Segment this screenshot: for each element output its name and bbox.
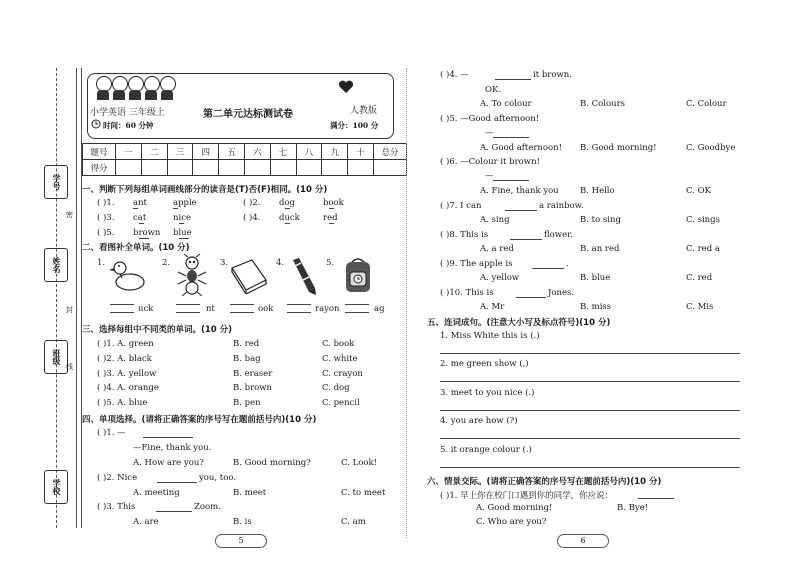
s5-q2: 2. me green show (,) xyxy=(440,359,529,369)
s4-q4-b-text: it brown. xyxy=(533,70,572,80)
score-cell: 五 xyxy=(219,144,245,160)
s4-q10-b-text: Jones. xyxy=(548,288,575,298)
s1-q2-num: ( )2. xyxy=(243,198,261,208)
s4-q1-b: B. Good morning? xyxy=(233,458,311,468)
s4-q1-reply: —Fine, thank you. xyxy=(133,443,212,453)
s4-q3-b-text: Zoom. xyxy=(194,502,221,512)
s5-answer-line-3[interactable] xyxy=(440,410,740,411)
s4-q1-a: A. How are you? xyxy=(133,458,204,468)
score-input-cell[interactable] xyxy=(116,160,142,176)
page-number-left: 5 xyxy=(215,534,267,548)
s2-suffix-2: nt xyxy=(206,304,215,314)
s4-q4-a-text: ( )4. — xyxy=(440,70,469,80)
score-input-cell[interactable] xyxy=(296,160,322,176)
s4-q10-c: C. Mis xyxy=(686,302,714,312)
ant-icon xyxy=(174,254,210,296)
s5-answer-line-2[interactable] xyxy=(440,381,740,382)
score-input-cell[interactable] xyxy=(219,160,245,176)
score-input-cell[interactable] xyxy=(141,160,167,176)
binding-dash-line xyxy=(56,68,57,528)
s4-q9-a: A. yellow xyxy=(480,273,520,283)
page-number-right: 6 xyxy=(557,534,609,548)
score-cell: 四 xyxy=(193,144,219,160)
s4-q8-a: A. a red xyxy=(480,244,514,254)
score-cell: 题号 xyxy=(83,144,116,160)
s3-q5-a: ( )5. A. blue xyxy=(97,398,148,408)
s4-q7-b: B. to sing xyxy=(580,215,621,225)
s1-q5-num: ( )5. xyxy=(97,228,115,238)
schoolbag-icon xyxy=(340,256,376,296)
s4-q5-text: ( )5. —Good afternoon! xyxy=(440,114,540,124)
class-label: 班级 xyxy=(44,340,68,374)
s4-q3-c: C. am xyxy=(341,517,366,527)
section-6-title: 六、情景交际。(请将正确答案的序号写在题前括号内)(10 分) xyxy=(427,477,662,487)
s4-q8-c: C. red a xyxy=(686,244,720,254)
s6-q1: ( )1. 早上你在校门口遇到你的同学，你应说： xyxy=(440,491,614,501)
s3-q1-b: B. red xyxy=(233,339,260,349)
duck-icon xyxy=(108,256,148,294)
s4-q4-a: A. To colour xyxy=(480,99,532,109)
score-input-cell[interactable] xyxy=(270,160,296,176)
section-2-title: 二、看图补全单词。(10 分) xyxy=(82,243,190,253)
s3-q3-c: C. crayon xyxy=(322,369,363,379)
s2-suffix-1: uck xyxy=(138,304,154,314)
s4-q9-a-text: ( )9. The apple is xyxy=(440,259,513,269)
section-1-title: 一、判断下列每组单词画线部分的读音是(T)否(F)相同。(10 分) xyxy=(82,185,328,195)
score-input-cell[interactable] xyxy=(373,160,406,176)
score-input-cell[interactable] xyxy=(193,160,219,176)
s1-q3-w1: cat xyxy=(133,213,147,223)
s3-q3-b: B. eraser xyxy=(233,369,273,379)
s1-q4-w1: duck xyxy=(279,213,300,223)
s1-q3-num: ( )3. xyxy=(97,213,115,223)
s3-q5-b: B. pen xyxy=(233,398,261,408)
score-cell: 六 xyxy=(244,144,270,160)
heart-icon xyxy=(338,80,354,94)
s1-q4-w2: red xyxy=(323,213,338,223)
s4-q9-b-text: . xyxy=(566,259,569,269)
s4-q3-b: B. is xyxy=(233,517,252,527)
s4-q4-c: C. Colour xyxy=(686,99,727,109)
score-cell: 总分 xyxy=(373,144,406,160)
s4-q10-a-text: ( )10. This is xyxy=(440,288,494,298)
s4-q7-a: A. sing xyxy=(480,215,510,225)
s4-q5-dash: — xyxy=(485,128,494,138)
s2-num-2: 2. xyxy=(162,258,171,268)
s4-q10-b: B. miss xyxy=(580,302,612,312)
score-cell: 得分 xyxy=(83,160,116,176)
s4-q5-a: A. Good afternoon! xyxy=(480,143,563,153)
s2-suffix-3: ook xyxy=(258,304,274,314)
s4-q7-c: C. sings xyxy=(686,215,720,225)
score-cell: 三 xyxy=(167,144,193,160)
s6-q1-a: A. Good morning! xyxy=(476,503,553,513)
score-cell: 二 xyxy=(141,144,167,160)
s4-q2-c: C. to meet xyxy=(341,488,386,498)
s4-q10-a: A. Mr xyxy=(480,302,505,312)
s4-q9-b: B. blue xyxy=(580,273,611,283)
s2-num-3: 3. xyxy=(220,258,229,268)
s5-answer-line-5[interactable] xyxy=(440,467,740,468)
s4-q1-c: C. Look! xyxy=(341,458,378,468)
fold-line xyxy=(406,68,407,538)
score-table-score-row xyxy=(83,160,407,176)
s4-q6-a: A. Fine, thank you xyxy=(480,186,559,196)
s4-q6-b: B. Hello xyxy=(580,186,615,196)
s4-q2-a-text: ( )2. Nice xyxy=(97,473,138,483)
s4-q2-b-text: you, too. xyxy=(199,473,237,483)
school-label: 学校 xyxy=(44,470,68,504)
edition-label: 人教版 xyxy=(350,106,378,116)
s4-q1: ( )1. — xyxy=(97,428,126,438)
student-id-label: 学号 xyxy=(44,165,68,199)
seal-mark-2: 封 xyxy=(66,306,73,314)
s4-q6-text: ( )6. —Colour it brown! xyxy=(440,157,540,167)
s4-q7-b-text: a rainbow. xyxy=(539,201,584,211)
s3-q3-a: ( )3. A. yellow xyxy=(97,369,157,379)
book-icon xyxy=(228,258,270,294)
clock-icon xyxy=(91,119,101,129)
score-input-cell[interactable] xyxy=(322,160,348,176)
score-cell: 八 xyxy=(296,144,322,160)
s4-q4-b: B. Colours xyxy=(580,99,626,109)
s4-q2-a: A. meeting xyxy=(133,488,180,498)
s5-q3: 3. meet to you nice (.) xyxy=(440,388,535,398)
score-cell: 一 xyxy=(116,144,142,160)
s6-q1-c: C. Who are you? xyxy=(476,517,547,527)
score-cell: 九 xyxy=(322,144,348,160)
section-5-title: 五、连词成句。(注意大小写及标点符号)(10 分) xyxy=(427,318,611,328)
s1-q1-w1: ant xyxy=(133,198,147,208)
binding-edge xyxy=(76,68,82,528)
s4-q8-b-text: flower. xyxy=(544,230,573,240)
s2-num-5: 5. xyxy=(326,258,335,268)
page-title: 第二单元达标测试卷 xyxy=(203,109,293,120)
subject-grade: 小学英语 三年级上 xyxy=(90,108,165,118)
s3-q2-c: C. white xyxy=(322,354,358,364)
s1-q2-w2: book xyxy=(323,198,344,208)
s1-q1-num: ( )1. xyxy=(97,198,115,208)
score-table xyxy=(82,143,407,176)
s2-num-4: 4. xyxy=(276,258,285,268)
name-label: 姓名 xyxy=(44,248,68,282)
s1-q4-num: ( )4. xyxy=(243,213,261,223)
s4-q8-b: B. an red xyxy=(580,244,620,254)
score-table-header-row xyxy=(83,144,407,160)
score-cell: 十 xyxy=(348,144,374,160)
s5-answer-line-1[interactable] xyxy=(440,353,740,354)
score-cell: 七 xyxy=(270,144,296,160)
s3-q2-b: B. bag xyxy=(233,354,261,364)
section-4-title: 四、单项选择。(请将正确答案的序号写在题前括号内)(10 分) xyxy=(82,415,317,425)
s4-q5-c: C. Goodbye xyxy=(686,143,736,153)
s4-q6-c: C. OK xyxy=(686,186,711,196)
s3-q1-a: ( )1. A. green xyxy=(97,339,154,349)
s4-q8-a-text: ( )8. This is xyxy=(440,230,489,240)
s2-suffix-4: rayon xyxy=(315,304,340,314)
seal-mark-1: 密 xyxy=(66,211,73,219)
s4-q3-a: A. are xyxy=(133,517,159,527)
s2-suffix-5: ag xyxy=(374,304,385,314)
s4-q7-a-text: ( )7. I can xyxy=(440,201,482,211)
s2-num-1: 1. xyxy=(97,258,106,268)
seal-mark-3: 线 xyxy=(66,363,73,371)
s4-q2-b: B. meet xyxy=(233,488,267,498)
s3-q4-c: C. dog xyxy=(322,383,350,393)
s3-q1-c: C. book xyxy=(322,339,355,349)
time-limit: 时间：60 分钟 xyxy=(103,121,154,130)
s3-q5-c: C. pencil xyxy=(322,398,360,408)
s5-q4: 4. you are how (?) xyxy=(440,416,518,426)
s1-q2-w1: dog xyxy=(279,198,295,208)
s5-q5: 5. it orange colour (.) xyxy=(440,445,532,455)
section-3-title: 三、选择每组中不同类的单词。(10 分) xyxy=(82,325,233,335)
s1-q5-w1: brown xyxy=(133,228,161,238)
s4-q6-dash: — xyxy=(485,171,494,181)
s1-q5-w2: blue xyxy=(173,228,192,238)
s6-q1-b: B. Bye! xyxy=(617,503,649,513)
s1-q1-w2: apple xyxy=(173,198,197,208)
children-illustration xyxy=(96,76,178,100)
s4-q3-a-text: ( )3. This xyxy=(97,502,136,512)
s3-q4-b: B. brown xyxy=(233,383,273,393)
s1-q3-w2: nice xyxy=(173,213,191,223)
s3-q2-a: ( )2. A. black xyxy=(97,354,152,364)
s4-q4-c-text: OK. xyxy=(485,85,502,95)
score-input-cell[interactable] xyxy=(348,160,374,176)
s5-q1: 1. Miss White this is (.) xyxy=(440,331,540,341)
score-input-cell[interactable] xyxy=(244,160,270,176)
s3-q4-a: ( )4. A. orange xyxy=(97,383,159,393)
crayon-icon xyxy=(285,256,321,296)
score-input-cell[interactable] xyxy=(167,160,193,176)
full-score: 满分：100 分 xyxy=(330,121,379,130)
s4-q9-c: C. red xyxy=(686,273,713,283)
s4-q5-b: B. Good morning! xyxy=(580,143,657,153)
s5-answer-line-4[interactable] xyxy=(440,438,740,439)
